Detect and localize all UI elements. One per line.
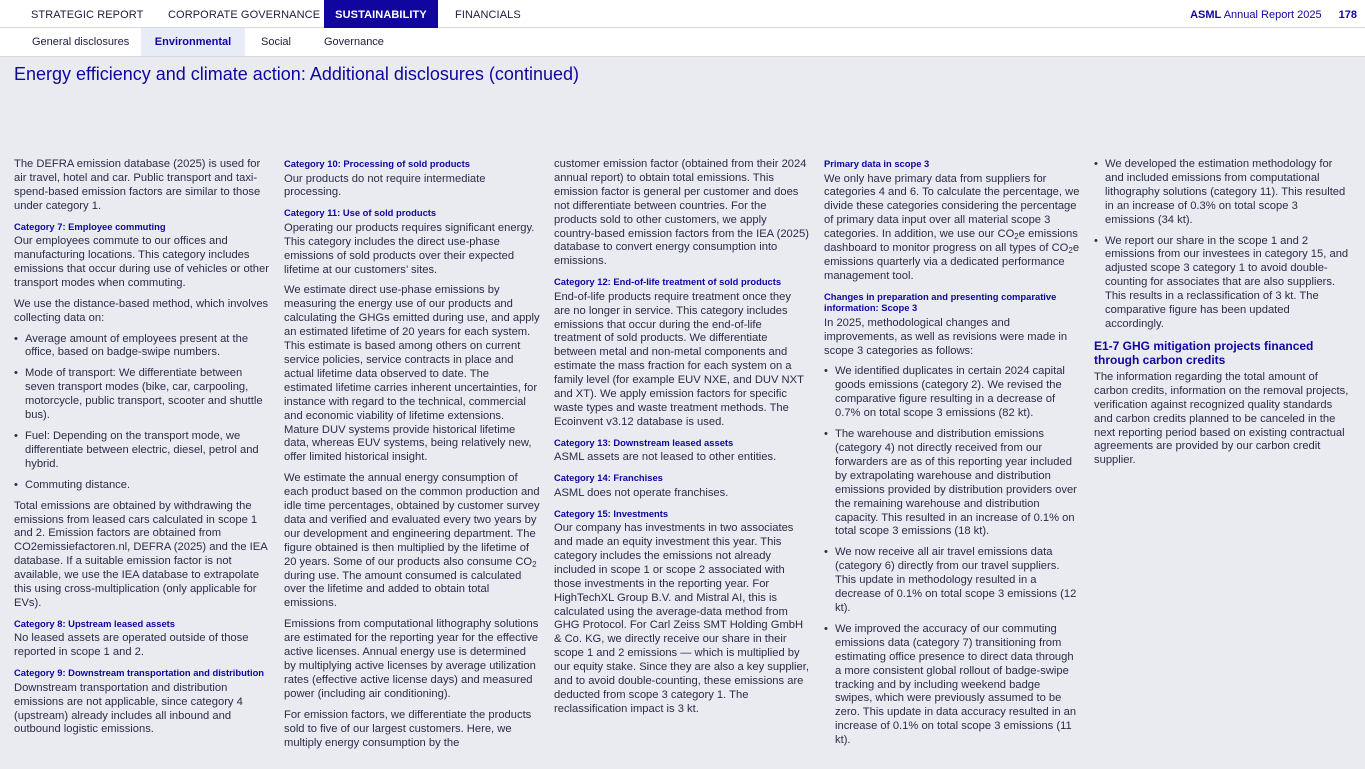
tab-financials[interactable]: FINANCIALS [455,9,521,21]
text-run: during use. The amount consumed is calculated over the lifetime and added to obtain total emissions. [284,569,522,610]
section-navigation [0,28,1365,57]
paragraph: We use the distance-based method, which involves collecting data on: [14,297,269,324]
paragraph: Operating our products requires significant energy. This category includes the direct use-phase emissions of sold products over their expected lifetime at our customers’ sites. [284,221,535,276]
heading-category-9: Category 9: Downstream transportation and distribution [14,667,265,679]
paragraph: Emissions from computational lithography solutions are estimated for the reporting year for the effective active licenses. Annual energy use is determined by multiplying active licenses by average utilization rates (effective active license days) and measured power (including air conditioning). [284,618,539,700]
subtab-governance[interactable]: Governance [324,36,384,48]
list-item: • We improved the accuracy of our commuting emissions data (category 7) transitioning from estimating office presence to direct data through a more consistent global rollout of badge-swipe tracking and by including weekend badge swipes, which were previously assumed to be zero. This update in data accuracy resulted in an increase of 0.1% on total scope 3 emissions (11 kt). [824,623,1080,748]
list-item: • We now receive all air travel emissions data (category 6) directly from our travel suppliers. This update in methodology resulted in a decrease of 0.1% on total scope 3 emissions (12 kt). [824,546,1080,616]
list-item: • We developed the estimation methodology for and included emissions from computational lithography solutions (category 11). This resulted in an increase of 0.3% on total scope 3 emissions (34 kt). [1094,158,1350,228]
paragraph: ASML assets are not leased to other entities. [554,451,777,464]
subtab-environmental[interactable]: Environmental [141,28,245,56]
text-column-3 [554,158,810,724]
heading-category-7: Category 7: Employee commuting [14,220,166,232]
text-column-1 [14,158,270,744]
heading-category-12: Category 12: End-of-life treatment of sold products [554,276,782,288]
tab-sustainability[interactable]: SUSTAINABILITY [324,0,438,28]
list-item: • We identified duplicates in certain 2024 capital goods emissions (category 2). We revised the comparative figure resulting in a decrease of 0.7% on total scope 3 emissions (82 kt). [824,365,1080,421]
heading-category-15: Category 15: Investments [554,507,669,519]
paragraph: No leased assets are operated outside of those reported in scope 1 and 2. [14,632,249,659]
list-item: • Average amount of employees present at the office, based on badge-swipe numbers. [14,333,270,361]
list-item: • We report our share in the scope 1 and 2 emissions from our investees in category 15, and adjusted scope 3 category 1 to avoid double-counting for associates that are also suppliers. This results in a reclassification of 3 kt. The comparative figure has been updated accordingly. [1094,235,1350,332]
brand-name: ASML [1190,9,1222,21]
text-column-5 [1094,158,1350,475]
bullet-list [14,333,270,493]
paragraph: The information regarding the total amount of carbon credits, information on the removal projects, verification against recognized quality standards and carbon credits planned to be canceled in the next reporting period based on existing contractual agreements are provided by our carbon credit supplier. [1094,370,1349,467]
paragraph: End-of-life products require treatment once they are no longer in service. This category includes emissions that occur during the end-of-life treatment of sold products. We differentiate between metal and non-metal components and estimate the mass fraction for each system on a family level (for example EUV NXE, and DUV NXT and XT). We apply emission factors for specific waste types and waste treatment methods. The Ecoinvent v3.12 database is used. [554,290,804,428]
heading-category-14: Category 14: Franchises [554,472,663,484]
heading-category-10: Category 10: Processing of sold products [284,158,470,169]
heading-primary-data: Primary data in scope 3 [824,158,930,169]
report-identifier [1190,0,1357,28]
text-run: We estimate the annual energy consumption of each product based on the common production and idle time percentages, obtained by customer survey data and verified and evaluated every two years by our development and engineering department. The figure obtained is then multiplied by the lifetime of 20 years. Some of our products also consume CO [284,472,540,568]
list-item: • Commuting distance. [14,479,270,493]
heading-category-13: Category 13: Downstream leased assets [554,436,734,448]
page-title: Energy efficiency and climate action: Additional disclosures (continued) [14,64,579,84]
list-item: • The warehouse and distribution emissions (category 4) not directly received from our forwarders are as of this reporting year included by extrapolating warehouse and distribution emissions provided by distribution providers over the remaining warehouse and distribution capacity. This resulted in an increase of 0.1% on total scope 3 emissions (18 kt). [824,428,1080,539]
paragraph: For emission factors, we differentiate the products sold to five of our largest customers. Here, we multiply energy consumption by the [284,708,532,749]
text-run: e emissions dashboard to monitor progress on all types of CO [824,228,1078,255]
subscript: 2 [532,559,537,569]
top-navigation [0,0,1365,28]
text-run: e emissions quarterly via a dedicated performance management tool. [824,242,1080,282]
list-item: • Fuel: Depending on the transport mode, we differentiate between electric, diesel, petrol and hybrid. [14,430,270,472]
text-column-2 [284,158,540,757]
paragraph: Total emissions are obtained by withdrawing the emissions from leased cars calculated in scope 1 and 2. Emission factors are obtained from CO2emissiefactoren.nl, DEFRA (2025) and the IEA database. If a suitable emission factor is not available, we use the IEA database to extrapolate this using cross-multiplication (only applicable for EVs). [14,499,268,609]
list-item: • Mode of transport: We differentiate between seven transport modes (bike, car, carpooling, motorcycle, public transport, scooter and shuttle bus). [14,367,270,423]
report-name: Annual Report 2025 [1223,9,1322,21]
tab-corporate-governance[interactable]: CORPORATE GOVERNANCE [168,9,321,21]
paragraph: We estimate direct use-phase emissions by measuring the energy use of our products and calculating the GHGs emitted during use, and apply an estimated lifetime of 20 years for each system. This estimate is based among others on current service policies, service contracts in place and actual lifetime data observed to date. The estimated lifetime carries inherent uncertainties, for instance with regard to the technical, commercial and economic viability of lifetime extensions. Mature DUV systems provide historical lifetime data, whereas EUV systems, being relatively new, offer limited historical insight. [284,284,540,464]
heading-changes-scope-3: Changes in preparation and presenting comparative information: Scope 3 [824,290,1057,314]
subtab-social[interactable]: Social [261,36,291,48]
paragraph: Our employees commute to our offices and manufacturing locations. This category includes emissions that occur during use of vehicles or other transport modes when commuting. [14,235,269,289]
paragraph: Our company has investments in two associates and made an equity investment this year. This category includes the emissions not already included in scope 1 or scope 2 associated with those investments in the reporting year. For HighTechXL Group B.V. and Mistral AI, this is calculated using the average-data method from GHG Protocol. For Carl Zeiss SMT Holding GmbH & Co. KG, we directly receive our share in their scope 1 and 2 emissions — which is multiplied by our equity stake. Since they are also a key supplier, and to avoid double-counting, these emissions are deducted from scope 3 category 1. The reclassification impact is 3 kt. [554,522,809,715]
paragraph: Our products do not require intermediate processing. [284,172,486,199]
paragraph [824,173,1080,284]
bullet-list [1094,158,1350,332]
paragraph: customer emission factor (obtained from their 2024 annual report) to obtain total emissions. This emission factor is general per customer and does not differentiate between countries. For the products sold to other customers, we apply country-based emission factors from the IEA (2025) database to convert energy consumption into emissions. [554,158,809,268]
paragraph: ASML does not operate franchises. [554,486,729,499]
heading-category-8: Category 8: Upstream leased assets [14,617,176,629]
text-run: We only have primary data from suppliers for categories 4 and 6. To calculate the percentage, we divide these categories considering the percentage of primary data input over all material scope 3 categories. In addition, we use our CO [824,172,1080,241]
text-column-4 [824,158,1080,755]
heading-category-11: Category 11: Use of sold products [284,207,437,219]
paragraph: Downstream transportation and distribution emissions are not applicable, since category 4 (upstream) already includes all inbound and outbound logistic emissions. [14,681,243,736]
heading-e1-7: E1-7 GHG mitigation projects financed through carbon credits [1094,338,1314,367]
paragraph: In 2025, methodological changes and improvements, as well as revisions were made in scope 3 categories as follows: [824,316,1068,357]
paragraph: The DEFRA emission database (2025) is used for air travel, hotel and car. Public transport and taxi-spend-based emission factors are similar to those under category 1. [14,158,261,212]
subscript: 2 [1068,246,1073,256]
tab-strategic-report[interactable]: STRATEGIC REPORT [31,9,144,21]
bullet-list [824,365,1080,748]
paragraph [284,472,540,611]
subscript: 2 [1014,232,1019,242]
page-number: 178 [1338,9,1357,21]
subtab-general-disclosures[interactable]: General disclosures [32,36,130,48]
